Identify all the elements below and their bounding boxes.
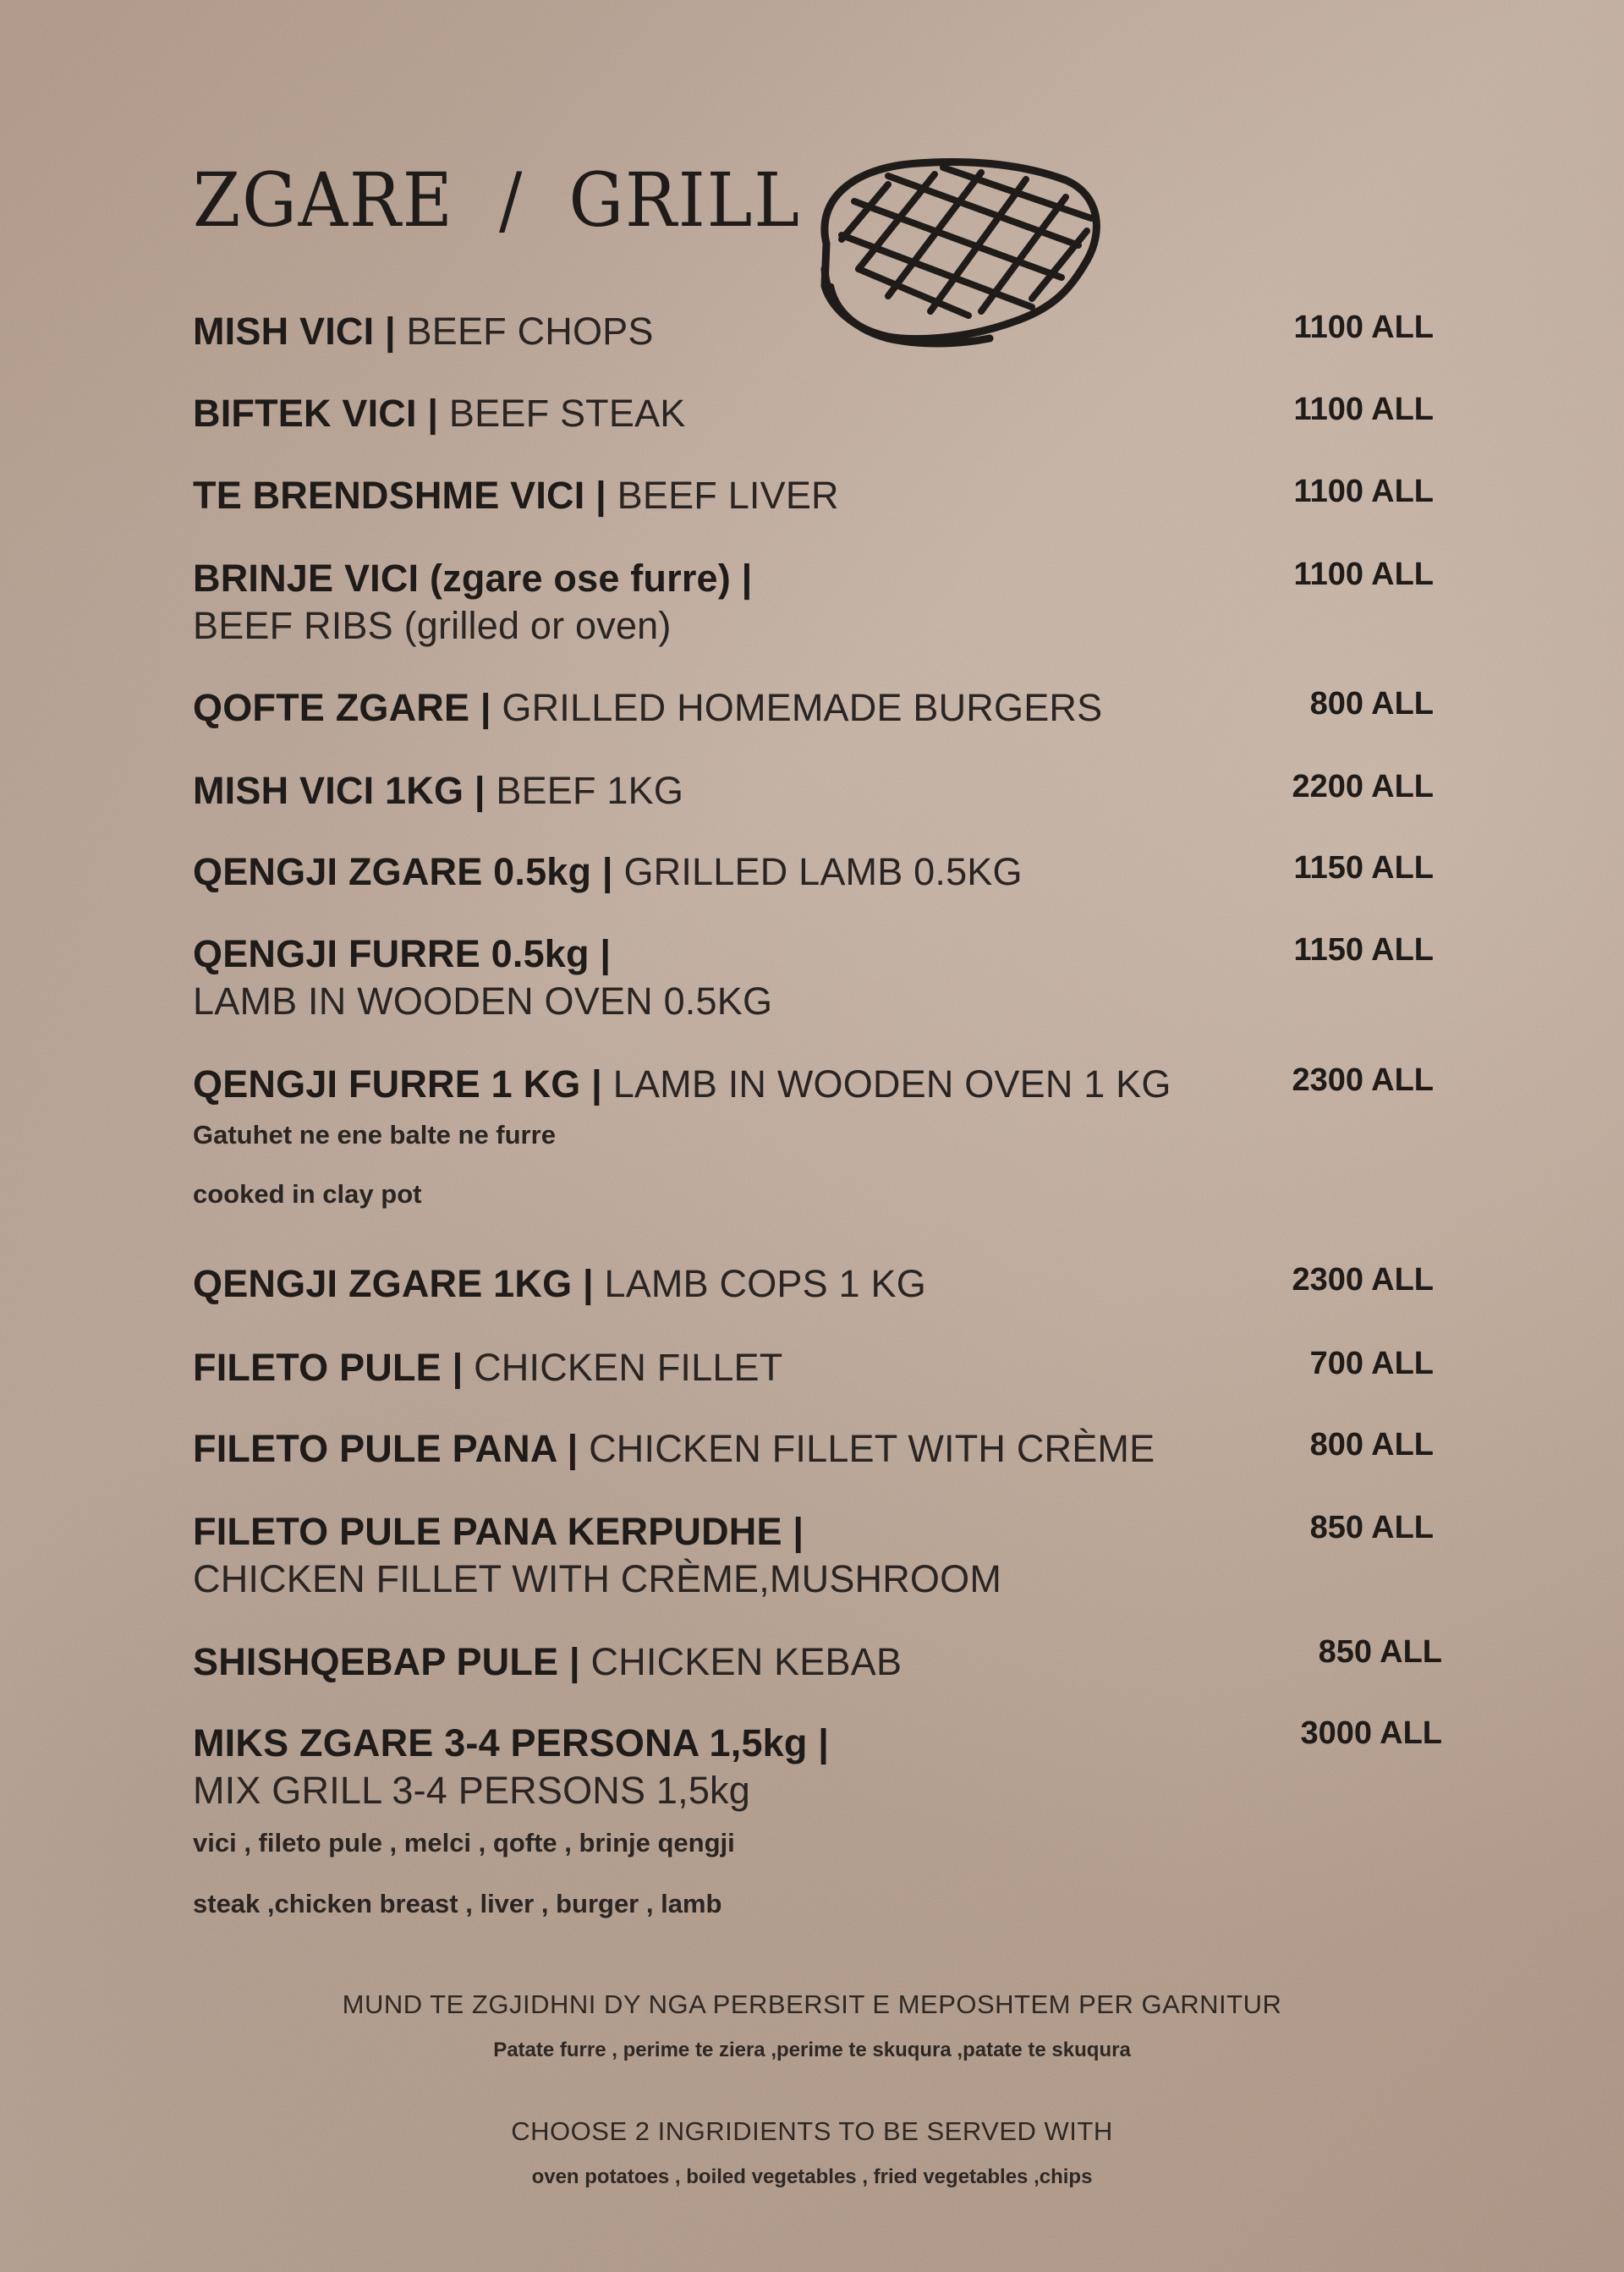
item-separator: | [584, 474, 617, 517]
title-separator: / [499, 156, 524, 244]
item-separator: | [416, 392, 449, 435]
item-name: QENGJI FURRE 1 KG [193, 1062, 581, 1106]
item-name: FILETO PULE PANA KERPUDHE | [193, 1510, 804, 1553]
item-price: 800 ALL [1309, 1427, 1434, 1463]
item-description: BEEF 1KG [496, 769, 684, 812]
item-name: BIFTEK VICI [193, 392, 417, 435]
garnish-heading-en: CHOOSE 2 INGRIDIENTS TO BE SERVED WITH [511, 2116, 1113, 2146]
item-name: SHISHQEBAP PULE [193, 1640, 559, 1683]
item-price: 850 ALL [1318, 1634, 1442, 1670]
item-note: cooked in clay pot [193, 1179, 422, 1209]
item-description: GRILLED HOMEMADE BURGERS [502, 686, 1103, 729]
item-note: steak ,chicken breast , liver , burger , lamb [193, 1889, 722, 1918]
title-right: GRILL [568, 156, 801, 244]
garnish-options-sq: Patate furre , perime te ziera ,perime te skuqura ,patate te skuqura [493, 2039, 1131, 2061]
item-price: 1100 ALL [1293, 557, 1434, 592]
item-description: MIX GRILL 3-4 PERSONS 1,5kg [193, 1769, 750, 1812]
item-name: QENGJI ZGARE 0.5kg [193, 850, 592, 893]
item-description: CHICKEN FILLET [474, 1346, 783, 1389]
item-name: TE BRENDSHME VICI [193, 474, 585, 517]
item-description: LAMB IN WOODEN OVEN 0.5KG [193, 980, 773, 1023]
item-price: 1100 ALL [1293, 474, 1434, 509]
item-price: 2300 ALL [1292, 1262, 1434, 1298]
item-price: 3000 ALL [1300, 1715, 1442, 1751]
item-description: LAMB IN WOODEN OVEN 1 KG [612, 1062, 1171, 1106]
item-description: BEEF CHOPS [406, 310, 654, 353]
item-name: FILETO PULE [193, 1346, 442, 1389]
item-description: BEEF RIBS (grilled or oven) [193, 604, 672, 647]
item-description: CHICKEN FILLET WITH CRÈME [589, 1427, 1155, 1470]
item-note: Gatuhet ne ene balte ne furre [193, 1120, 556, 1150]
item-separator: | [572, 1262, 605, 1305]
item-name: MISH VICI 1KG [193, 769, 464, 812]
item-note: vici , fileto pule , melci , qofte , brinje qengji [193, 1828, 735, 1858]
item-name: QOFTE ZGARE [193, 686, 470, 729]
item-name: FILETO PULE PANA [193, 1427, 557, 1470]
item-name: QENGJI ZGARE 1KG [193, 1262, 573, 1305]
item-separator: | [464, 769, 497, 812]
item-price: 800 ALL [1309, 686, 1434, 722]
title-left: ZGARE [193, 156, 454, 244]
item-name: QENGJI FURRE 0.5kg | [193, 932, 612, 975]
item-description: CHICKEN FILLET WITH CRÈME,MUSHROOM [193, 1557, 1002, 1600]
item-separator: | [558, 1640, 591, 1683]
item-description: CHICKEN KEBAB [590, 1640, 903, 1683]
item-name: MISH VICI [193, 310, 375, 353]
item-price: 1150 ALL [1293, 850, 1434, 886]
item-price: 1150 ALL [1293, 932, 1434, 968]
item-price: 850 ALL [1309, 1510, 1434, 1545]
item-price: 2200 ALL [1292, 769, 1434, 804]
item-price: 700 ALL [1309, 1346, 1434, 1381]
item-separator: | [374, 310, 407, 353]
item-description: BEEF LIVER [617, 474, 839, 517]
item-price: 1100 ALL [1293, 392, 1434, 427]
garnish-heading-sq: MUND TE ZGJIDHNI DY NGA PERBERSIT E MEPOSHTEM PER GARNITUR [342, 1989, 1282, 2019]
menu-title [193, 156, 801, 244]
item-name: BRINJE VICI (zgare ose furre) | [193, 557, 753, 600]
item-separator: | [591, 850, 624, 893]
item-separator: | [556, 1427, 590, 1470]
item-price: 2300 ALL [1292, 1062, 1434, 1098]
item-description: LAMB COPS 1 KG [604, 1262, 926, 1305]
item-separator: | [441, 1346, 475, 1389]
item-description: BEEF STEAK [448, 392, 686, 435]
item-name: MIKS ZGARE 3-4 PERSONA 1,5kg | [193, 1721, 830, 1764]
item-description: GRILLED LAMB 0.5KG [623, 850, 1023, 893]
garnish-options-en: oven potatoes , boiled vegetables , fried vegetables ,chips [531, 2165, 1093, 2188]
item-price: 1100 ALL [1293, 310, 1434, 345]
item-separator: | [580, 1062, 613, 1106]
item-separator: | [469, 686, 502, 729]
